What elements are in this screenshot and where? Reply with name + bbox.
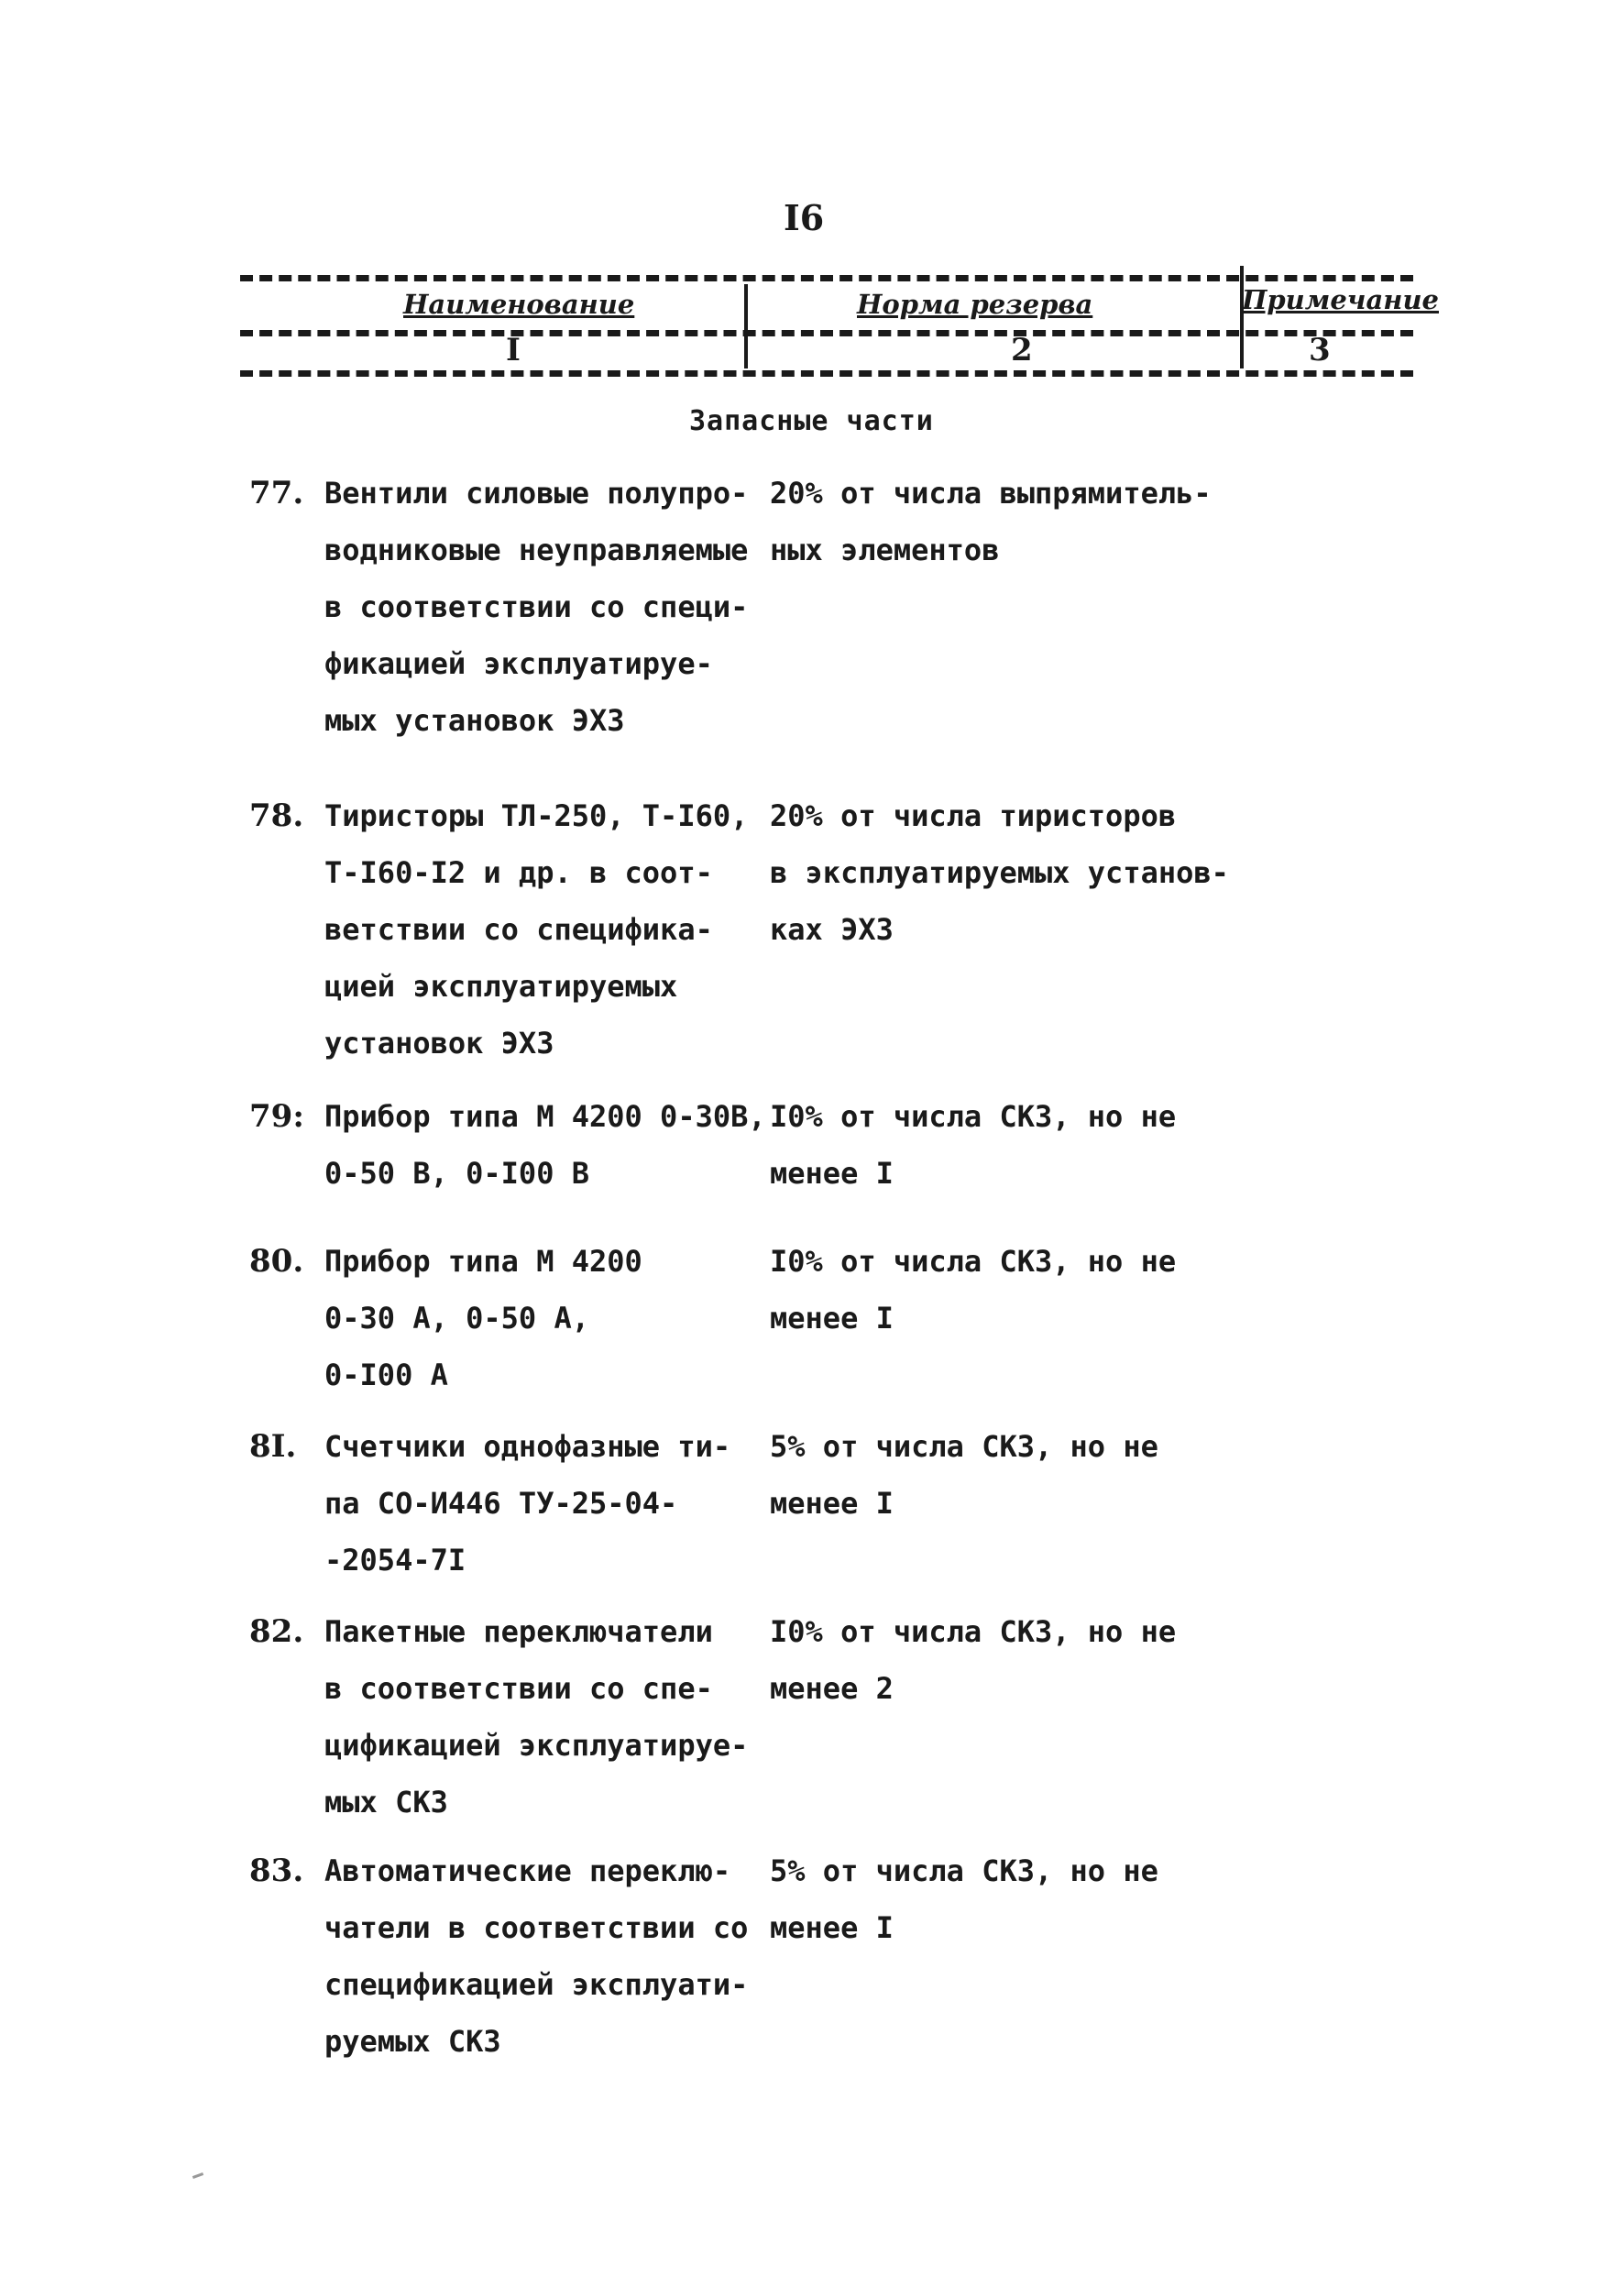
entry-name-line: руемых СКЗ <box>324 2024 501 2059</box>
entry-norm-line: менее I <box>770 1301 894 1336</box>
entry-name-line: Прибор типа М 4200 <box>324 1244 642 1279</box>
entry-name-line: мых установок ЭХЗ <box>324 703 625 738</box>
entry-name <box>324 1233 847 1403</box>
entry-norm <box>770 1088 1320 1202</box>
entry-name <box>324 1418 847 1589</box>
entry-number: 78. <box>249 797 304 834</box>
header-num-3: 3 <box>1309 332 1331 368</box>
header-rule-top <box>240 275 1413 281</box>
entry-name-line: мых СКЗ <box>324 1785 448 1820</box>
entry-norm-line: ных элементов <box>770 533 1000 567</box>
entry-name-line: Вентили силовые полупро- <box>324 476 749 511</box>
entry-norm-line: I0% от числа СКЗ, но не <box>770 1614 1177 1649</box>
entry-name-line: в соответствии со специ- <box>324 589 749 624</box>
entry-name <box>324 465 847 749</box>
entry-norm-line: 5% от числа СКЗ, но не <box>770 1853 1158 1888</box>
entry-norm-line: в эксплуатируемых установ- <box>770 855 1229 890</box>
entry-norm <box>770 787 1320 958</box>
column-divider-1 <box>744 284 748 368</box>
entry-norm-line: 5% от числа СКЗ, но не <box>770 1429 1158 1464</box>
entry-name-line: па СО-И446 ТУ-25-04- <box>324 1486 678 1521</box>
entry-norm-line: менее 2 <box>770 1671 894 1706</box>
header-col-norm: Норма резерва <box>857 289 1093 320</box>
column-divider-2 <box>1240 266 1244 368</box>
entry-norm-line: менее I <box>770 1156 894 1191</box>
entry-norm-line: 20% от числа тиристоров <box>770 798 1177 833</box>
entry-norm-line: менее I <box>770 1486 894 1521</box>
entry-name-line: Т-I60-I2 и др. в соот- <box>324 855 713 890</box>
entry-name-line: -2054-7I <box>324 1543 466 1578</box>
entry-name-line: установок ЭХЗ <box>324 1026 554 1061</box>
entry-name-line: 0-30 А, 0-50 А, <box>324 1301 589 1336</box>
entry-name-line: Счетчики однофазные ти- <box>324 1429 731 1464</box>
entry-number: 80. <box>249 1243 304 1280</box>
entry-name-line: цией эксплуатируемых <box>324 969 678 1004</box>
entry-number: 8I. <box>249 1428 297 1465</box>
entry-number: 83. <box>249 1853 304 1889</box>
entry-name-line: 0-I00 А <box>324 1358 448 1392</box>
entry-norm <box>770 1603 1320 1717</box>
page-number: I6 <box>784 197 825 238</box>
header-rule-bottom <box>240 370 1413 377</box>
entry-norm <box>770 465 1320 578</box>
entry-norm-line: I0% от числа СКЗ, но не <box>770 1099 1177 1134</box>
entry-name-line: Автоматические переклю- <box>324 1853 731 1888</box>
entry-name-line: Пакетные переключатели <box>324 1614 713 1649</box>
header-num-2: 2 <box>1011 332 1033 368</box>
entry-name <box>324 1088 847 1202</box>
entry-norm-line: I0% от числа СКЗ, но не <box>770 1244 1177 1279</box>
entry-norm <box>770 1233 1320 1347</box>
entry-name <box>324 787 847 1072</box>
entry-norm <box>770 1842 1320 1956</box>
entry-name-line: Прибор типа М 4200 0-30В, <box>324 1099 766 1134</box>
entry-name-line: цификацией эксплуатируе- <box>324 1728 749 1763</box>
entry-name-line: Тиристоры ТЛ-250, Т-I60, <box>324 798 749 833</box>
header-col-name: Наименование <box>403 289 635 320</box>
entry-name-line: ветствии со специфика- <box>324 912 713 947</box>
scan-speck <box>192 2172 203 2179</box>
entry-name-line: чатели в соответствии со <box>324 1910 749 1945</box>
entry-name-line: фикацией эксплуатируе- <box>324 646 713 681</box>
entry-number: 77. <box>249 475 304 511</box>
entry-norm-line: ках ЭХЗ <box>770 912 894 947</box>
entry-name-line: в соответствии со спе- <box>324 1671 713 1706</box>
entry-name-line: спецификацией эксплуати- <box>324 1967 749 2002</box>
entry-norm-line: 20% от числа выпрямитель- <box>770 476 1212 511</box>
entry-name-line: 0-50 В, 0-I00 В <box>324 1156 589 1191</box>
entry-norm-line: менее I <box>770 1910 894 1945</box>
entry-name <box>324 1842 847 2070</box>
header-num-1: I <box>506 332 521 368</box>
entry-number: 82. <box>249 1613 304 1650</box>
entry-norm <box>770 1418 1320 1532</box>
header-rule-middle <box>240 330 1413 336</box>
header-col-note: Примечание <box>1242 284 1439 315</box>
section-title: Запасные части <box>689 405 934 437</box>
entry-number: 79: <box>249 1098 304 1135</box>
entry-name <box>324 1603 847 1831</box>
entry-name-line: водниковые неуправляемые <box>324 533 749 567</box>
